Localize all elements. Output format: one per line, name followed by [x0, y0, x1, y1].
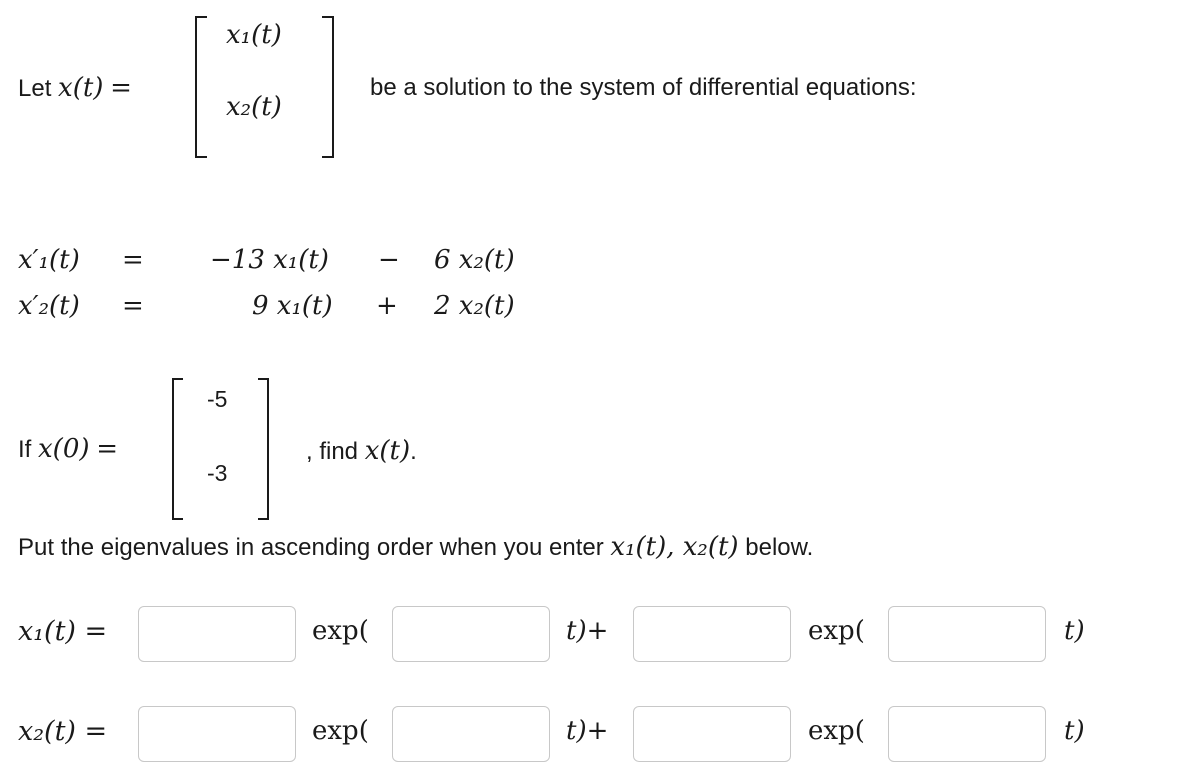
row2-t-plus: t)+: [566, 716, 609, 746]
instruction-text-before: Put the eigenvalues in ascending order when you enter: [18, 534, 604, 561]
system-row1-term2: 6 x₂(t): [434, 245, 515, 275]
system-row2-op: +: [376, 291, 398, 321]
initial-condition-line: [18, 434, 118, 464]
initial-left-bracket: [172, 378, 183, 520]
intro-let-line: [18, 73, 132, 103]
instruction-vars: x₁(t), x₂(t): [610, 532, 739, 562]
row1-coef2-input[interactable]: [633, 606, 791, 662]
system-row2-lhs: x′₂(t): [18, 291, 80, 321]
x-of-zero: x(0): [38, 434, 90, 464]
row2-coef1-input[interactable]: [138, 706, 296, 762]
system-row1-eq: =: [122, 245, 144, 275]
vector-entry-x1: x₁(t): [226, 20, 282, 50]
row1-t-plus: t)+: [566, 616, 609, 646]
find-text-line: [306, 436, 417, 466]
row2-coef2-input[interactable]: [633, 706, 791, 762]
x-of-t: x(t): [58, 73, 104, 103]
system-row1-op: −: [378, 245, 400, 275]
equals-sign: =: [110, 73, 132, 103]
find-var: x(t): [364, 436, 411, 466]
row1-t-close: t): [1064, 616, 1085, 646]
instruction-line: [18, 532, 813, 562]
find-text: , find: [306, 438, 359, 465]
find-period: .: [410, 438, 417, 465]
row2-eig2-input[interactable]: [888, 706, 1046, 762]
row2-exp2-label: exp(: [808, 716, 865, 746]
vector-left-bracket: [195, 16, 207, 158]
instruction-text-after: below.: [745, 534, 814, 561]
system-row1-term1: −13 x₁(t): [210, 245, 329, 275]
row1-exp1-label: exp(: [312, 616, 369, 646]
system-row2-eq: =: [122, 291, 144, 321]
answer-row2-label: x₂(t) =: [18, 716, 108, 747]
row1-eig2-input[interactable]: [888, 606, 1046, 662]
vector-entry-x2: x₂(t): [226, 92, 282, 122]
initial-right-bracket: [258, 378, 269, 520]
system-row2-term2: 2 x₂(t): [434, 291, 515, 321]
intro-suffix-text: be a solution to the system of differential equations:: [370, 74, 917, 101]
system-row1-lhs: x′₁(t): [18, 245, 80, 275]
row2-t-close: t): [1064, 716, 1085, 746]
initial-entry-1: -5: [207, 386, 228, 412]
row1-exp2-label: exp(: [808, 616, 865, 646]
vector-right-bracket: [322, 16, 334, 158]
row2-exp1-label: exp(: [312, 716, 369, 746]
answer-row1-label: x₁(t) =: [18, 616, 108, 647]
row2-eig1-input[interactable]: [392, 706, 550, 762]
if-label: If: [18, 436, 32, 463]
let-label: Let: [18, 75, 52, 102]
initial-entry-2: -3: [207, 460, 228, 486]
system-row2-term1: 9 x₁(t): [252, 291, 333, 321]
row1-eig1-input[interactable]: [392, 606, 550, 662]
initial-equals: =: [96, 434, 118, 464]
row1-coef1-input[interactable]: [138, 606, 296, 662]
